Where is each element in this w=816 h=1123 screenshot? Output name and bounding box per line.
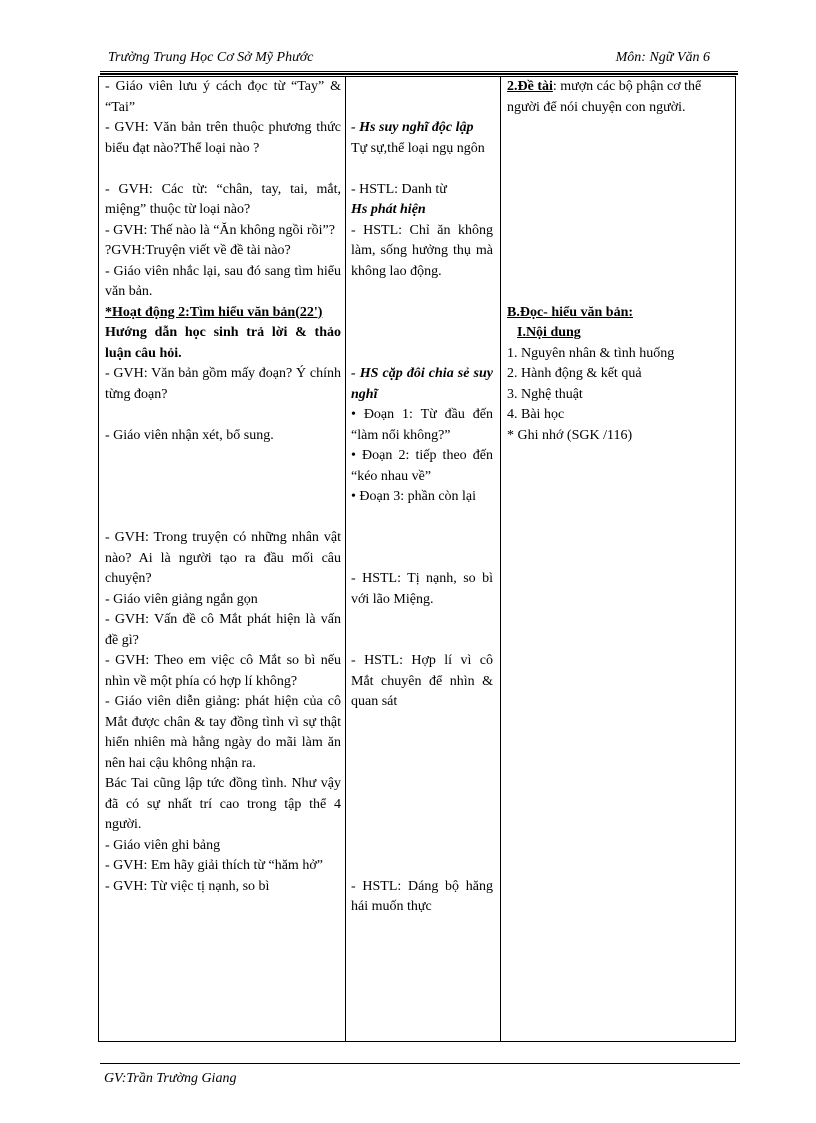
subject-name: Môn: Ngữ Văn 6 xyxy=(615,50,710,65)
lesson-table xyxy=(98,76,736,1042)
t-line-10: - Giáo viên nhận xét, bổ sung. xyxy=(105,427,274,443)
s-line-12: - HSTL: Dáng bộ hăng hái muốn thực xyxy=(351,878,493,914)
teacher-activity-column xyxy=(105,77,341,897)
s-line-10: - HSTL: Tị nạnh, so bì với lão Miệng. xyxy=(351,571,493,607)
t-line-1: - Giáo viên lưu ý cách đọc từ “Tay” & “Tai” xyxy=(105,79,341,115)
column-divider-2 xyxy=(500,77,501,1041)
column-divider-1 xyxy=(345,77,346,1041)
s-line-11: - HSTL: Hợp lí vì cô Mắt chuyên để nhìn & quan sát xyxy=(351,653,493,709)
school-name: Trường Trung Học Cơ Sở Mỹ Phước xyxy=(108,50,314,65)
student-activity-column xyxy=(351,77,493,918)
section-b-heading: B.Đọc- hiểu văn bản: xyxy=(507,304,634,320)
t-line-4: - GVH: Thế nào là “Ăn không ngồi rồi”? xyxy=(105,222,335,238)
topic-line xyxy=(507,77,729,118)
content-item-3: 3. Nghệ thuật xyxy=(507,386,583,402)
header-rule xyxy=(100,71,738,72)
t-line-5: ?GVH:Truyện viết về đề tài nào? xyxy=(105,243,291,258)
s-line-1: - Hs suy nghĩ độc lập xyxy=(351,120,474,135)
t-line-9: - GVH: Văn bản gồm mấy đoạn? Ý chính từng đoạn? xyxy=(105,366,341,402)
s-line-7: • Đoạn 1: Từ đầu đến “làm nổi không?” xyxy=(351,407,493,443)
t-line-12: - Giáo viên giảng ngắn gọn xyxy=(105,591,258,607)
t-line-15: - Giáo viên diễn giảng: phát hiện của cô Mắt được chân & tay đồng tình vì sự thật hiển nhiên mà hằng ngày do mãi làm ăn nên hai cậu không nhận ra. xyxy=(105,694,341,771)
s-line-9: • Đoạn 3: phần còn lại xyxy=(351,489,477,504)
teacher-name: GV:Trần Trường Giang xyxy=(104,1071,237,1086)
topic-text: : mượn các bộ phận cơ thể người để nói chuyện con người. xyxy=(507,79,702,115)
t-line-2: - GVH: Văn bản trên thuộc phương thức biểu đạt nào?Thể loại nào ? xyxy=(105,120,341,156)
t-line-3: - GVH: Các từ: “chân, tay, tai, mắt, miệng” thuộc từ loại nào? xyxy=(105,181,341,217)
content-item-4: 4. Bài học xyxy=(507,407,565,422)
t-line-11: - GVH: Trong truyện có những nhân vật nào? Ai là người tạo ra đầu mối câu chuyện? xyxy=(105,530,341,586)
s-line-2: Tự sự,thể loại ngụ ngôn xyxy=(351,140,485,156)
s-line-8: • Đoạn 2: tiếp theo đến “kéo nhau về” xyxy=(351,448,493,484)
header-rule-thick xyxy=(100,73,738,75)
s-line-5: - HSTL: Chỉ ăn không làm, sống hưởng thụ mà không lao động. xyxy=(351,222,493,279)
content-item-2: 2. Hành động & kết quả xyxy=(507,366,642,381)
page-header xyxy=(104,50,736,70)
topic-label: 2.Đề tài xyxy=(507,79,553,94)
t-line-16: Bác Tai cũng lập tức đồng tình. Như vậy đã có sự nhất trí cao trong tập thể 4 người. xyxy=(105,776,341,832)
t-line-19: - GVH: Từ việc tị nạnh, so bì xyxy=(105,878,270,894)
s-line-6: - HS cặp đôi chia sẻ suy nghĩ xyxy=(351,366,493,402)
t-line-17: - Giáo viên ghi bảng xyxy=(105,837,221,853)
content-item-1: 1. Nguyên nhân & tình huống xyxy=(507,345,675,361)
footer-rule xyxy=(100,1063,740,1064)
content-item-5: * Ghi nhớ (SGK /116) xyxy=(507,427,633,443)
content-subheading: I.Nội dung xyxy=(517,325,581,340)
t-line-6: - Giáo viên nhắc lại, sau đó sang tìm hiểu văn bản. xyxy=(105,263,341,299)
t-line-14: - GVH: Theo em việc cô Mắt so bì nếu nhìn về một phía có hợp lí không? xyxy=(105,653,341,689)
s-line-3: - HSTL: Danh từ xyxy=(351,181,447,197)
guide-heading: Hướng dẫn học sinh trả lời & thảo luận câu hỏi. xyxy=(105,325,341,361)
s-line-4: Hs phát hiện xyxy=(351,202,426,217)
t-line-13: - GVH: Vấn đề cô Mắt phát hiện là vấn đề gì? xyxy=(105,612,341,648)
activity-2-heading: *Hoạt động 2:Tìm hiểu văn bản(22') xyxy=(105,304,323,320)
content-column xyxy=(507,77,729,446)
t-line-18: - GVH: Em hãy giải thích từ “hăm hở” xyxy=(105,858,323,873)
